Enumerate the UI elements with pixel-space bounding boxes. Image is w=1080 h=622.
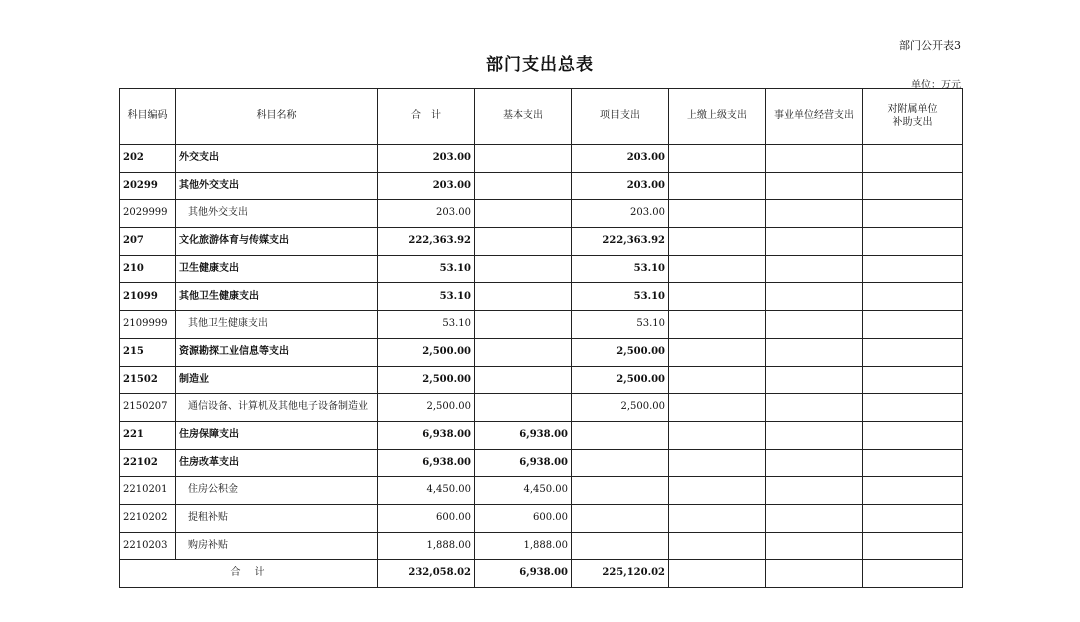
cell-subject-code: 2210202 — [120, 504, 176, 532]
cell-upper — [669, 449, 766, 477]
cell-subsidy — [863, 228, 963, 256]
cell-subsidy — [863, 145, 963, 173]
cell-basic: 6,938.00 — [475, 421, 572, 449]
total-cell-total: 232,058.02 — [378, 560, 475, 588]
cell-operating — [766, 283, 863, 311]
cell-total: 2,500.00 — [378, 366, 475, 394]
cell-basic — [475, 172, 572, 200]
cell-operating — [766, 532, 863, 560]
cell-subsidy — [863, 283, 963, 311]
cell-subject-name: 提租补贴 — [176, 504, 378, 532]
cell-project: 203.00 — [572, 145, 669, 173]
cell-upper — [669, 311, 766, 339]
cell-operating — [766, 449, 863, 477]
cell-project — [572, 504, 669, 532]
cell-upper — [669, 504, 766, 532]
cell-project: 2,500.00 — [572, 338, 669, 366]
cell-upper — [669, 394, 766, 422]
cell-subject-name: 购房补贴 — [176, 532, 378, 560]
cell-subject-name: 资源勘探工业信息等支出 — [176, 338, 378, 366]
cell-basic — [475, 311, 572, 339]
cell-operating — [766, 228, 863, 256]
total-cell-subsidy — [863, 560, 963, 588]
cell-basic: 600.00 — [475, 504, 572, 532]
cell-subject-name: 卫生健康支出 — [176, 255, 378, 283]
cell-project: 53.10 — [572, 255, 669, 283]
total-cell-operating — [766, 560, 863, 588]
cell-subject-name: 制造业 — [176, 366, 378, 394]
cell-subsidy — [863, 449, 963, 477]
header-total: 合 计 — [378, 89, 475, 145]
page-title: 部门支出总表 — [486, 55, 594, 75]
cell-subject-code: 21502 — [120, 366, 176, 394]
table-row — [120, 532, 963, 560]
total-row — [120, 560, 963, 588]
cell-subject-code: 20299 — [120, 172, 176, 200]
cell-project: 53.10 — [572, 311, 669, 339]
cell-subsidy — [863, 200, 963, 228]
header-subsidy-expenditure: 对附属单位 补助支出 — [863, 89, 963, 145]
cell-subject-name: 通信设备、计算机及其他电子设备制造业 — [176, 394, 378, 422]
cell-total: 203.00 — [378, 145, 475, 173]
header-subject-name: 科目名称 — [176, 89, 378, 145]
table-row — [120, 394, 963, 422]
cell-basic — [475, 394, 572, 422]
table-number-label: 部门公开表3 — [899, 39, 961, 52]
cell-subject-code: 210 — [120, 255, 176, 283]
cell-subsidy — [863, 338, 963, 366]
cell-total: 2,500.00 — [378, 394, 475, 422]
cell-operating — [766, 477, 863, 505]
table-row — [120, 172, 963, 200]
total-cell-basic: 6,938.00 — [475, 560, 572, 588]
cell-total: 203.00 — [378, 172, 475, 200]
header-upper-level-expenditure: 上缴上级支出 — [669, 89, 766, 145]
cell-project — [572, 449, 669, 477]
cell-upper — [669, 145, 766, 173]
cell-total: 2,500.00 — [378, 338, 475, 366]
cell-project: 2,500.00 — [572, 366, 669, 394]
cell-project — [572, 421, 669, 449]
cell-project: 203.00 — [572, 200, 669, 228]
cell-basic — [475, 366, 572, 394]
cell-basic: 4,450.00 — [475, 477, 572, 505]
cell-subject-name: 其他卫生健康支出 — [176, 311, 378, 339]
table-row — [120, 477, 963, 505]
cell-operating — [766, 394, 863, 422]
cell-operating — [766, 145, 863, 173]
expenditure-table — [119, 88, 963, 588]
table-row — [120, 255, 963, 283]
cell-basic — [475, 338, 572, 366]
table-row — [120, 421, 963, 449]
total-label: 合 计 — [120, 560, 378, 588]
cell-total: 53.10 — [378, 255, 475, 283]
table-body — [120, 145, 963, 588]
cell-subject-code: 2210201 — [120, 477, 176, 505]
cell-operating — [766, 311, 863, 339]
total-cell-upper — [669, 560, 766, 588]
cell-upper — [669, 228, 766, 256]
cell-subsidy — [863, 477, 963, 505]
cell-subject-name: 住房改革支出 — [176, 449, 378, 477]
cell-subsidy — [863, 172, 963, 200]
cell-operating — [766, 172, 863, 200]
cell-total: 4,450.00 — [378, 477, 475, 505]
table-row — [120, 200, 963, 228]
cell-subsidy — [863, 311, 963, 339]
cell-upper — [669, 255, 766, 283]
cell-upper — [669, 200, 766, 228]
cell-subject-code: 221 — [120, 421, 176, 449]
cell-subject-code: 202 — [120, 145, 176, 173]
cell-subject-name: 文化旅游体育与传媒支出 — [176, 228, 378, 256]
cell-subsidy — [863, 366, 963, 394]
header-project-expenditure: 项目支出 — [572, 89, 669, 145]
table-row — [120, 311, 963, 339]
cell-upper — [669, 338, 766, 366]
header-row — [120, 89, 963, 145]
cell-subject-name: 住房公积金 — [176, 477, 378, 505]
cell-upper — [669, 421, 766, 449]
cell-project — [572, 477, 669, 505]
table-row — [120, 145, 963, 173]
cell-subject-code: 2210203 — [120, 532, 176, 560]
cell-subject-code: 21099 — [120, 283, 176, 311]
table-row — [120, 366, 963, 394]
cell-total: 53.10 — [378, 283, 475, 311]
table-row — [120, 449, 963, 477]
cell-subsidy — [863, 421, 963, 449]
table-row — [120, 228, 963, 256]
cell-operating — [766, 421, 863, 449]
cell-basic — [475, 228, 572, 256]
cell-upper — [669, 172, 766, 200]
cell-total: 203.00 — [378, 200, 475, 228]
cell-operating — [766, 366, 863, 394]
cell-total: 1,888.00 — [378, 532, 475, 560]
cell-subject-name: 其他卫生健康支出 — [176, 283, 378, 311]
cell-basic — [475, 200, 572, 228]
cell-subsidy — [863, 504, 963, 532]
cell-project: 222,363.92 — [572, 228, 669, 256]
header-operating-expenditure: 事业单位经营支出 — [766, 89, 863, 145]
cell-subject-code: 2150207 — [120, 394, 176, 422]
cell-project: 203.00 — [572, 172, 669, 200]
cell-upper — [669, 477, 766, 505]
cell-subject-code: 207 — [120, 228, 176, 256]
cell-operating — [766, 200, 863, 228]
cell-total: 53.10 — [378, 311, 475, 339]
cell-upper — [669, 366, 766, 394]
table-row — [120, 504, 963, 532]
table-row — [120, 283, 963, 311]
cell-basic: 1,888.00 — [475, 532, 572, 560]
cell-subject-name: 住房保障支出 — [176, 421, 378, 449]
cell-basic — [475, 145, 572, 173]
cell-subject-code: 2109999 — [120, 311, 176, 339]
cell-upper — [669, 283, 766, 311]
cell-subsidy — [863, 532, 963, 560]
cell-subsidy — [863, 255, 963, 283]
cell-subject-name: 其他外交支出 — [176, 172, 378, 200]
cell-total: 6,938.00 — [378, 449, 475, 477]
cell-project: 53.10 — [572, 283, 669, 311]
cell-operating — [766, 255, 863, 283]
cell-operating — [766, 504, 863, 532]
cell-subject-code: 22102 — [120, 449, 176, 477]
total-cell-project: 225,120.02 — [572, 560, 669, 588]
cell-total: 6,938.00 — [378, 421, 475, 449]
cell-project: 2,500.00 — [572, 394, 669, 422]
cell-subject-code: 215 — [120, 338, 176, 366]
header-subject-code: 科目编码 — [120, 89, 176, 145]
header-basic-expenditure: 基本支出 — [475, 89, 572, 145]
cell-subject-code: 2029999 — [120, 200, 176, 228]
cell-basic: 6,938.00 — [475, 449, 572, 477]
cell-subject-name: 外交支出 — [176, 145, 378, 173]
cell-total: 222,363.92 — [378, 228, 475, 256]
cell-total: 600.00 — [378, 504, 475, 532]
cell-basic — [475, 255, 572, 283]
cell-basic — [475, 283, 572, 311]
cell-subsidy — [863, 394, 963, 422]
table-row — [120, 338, 963, 366]
unit-label: 单位：万元 — [911, 80, 961, 91]
cell-operating — [766, 338, 863, 366]
cell-upper — [669, 532, 766, 560]
cell-project — [572, 532, 669, 560]
cell-subject-name: 其他外交支出 — [176, 200, 378, 228]
